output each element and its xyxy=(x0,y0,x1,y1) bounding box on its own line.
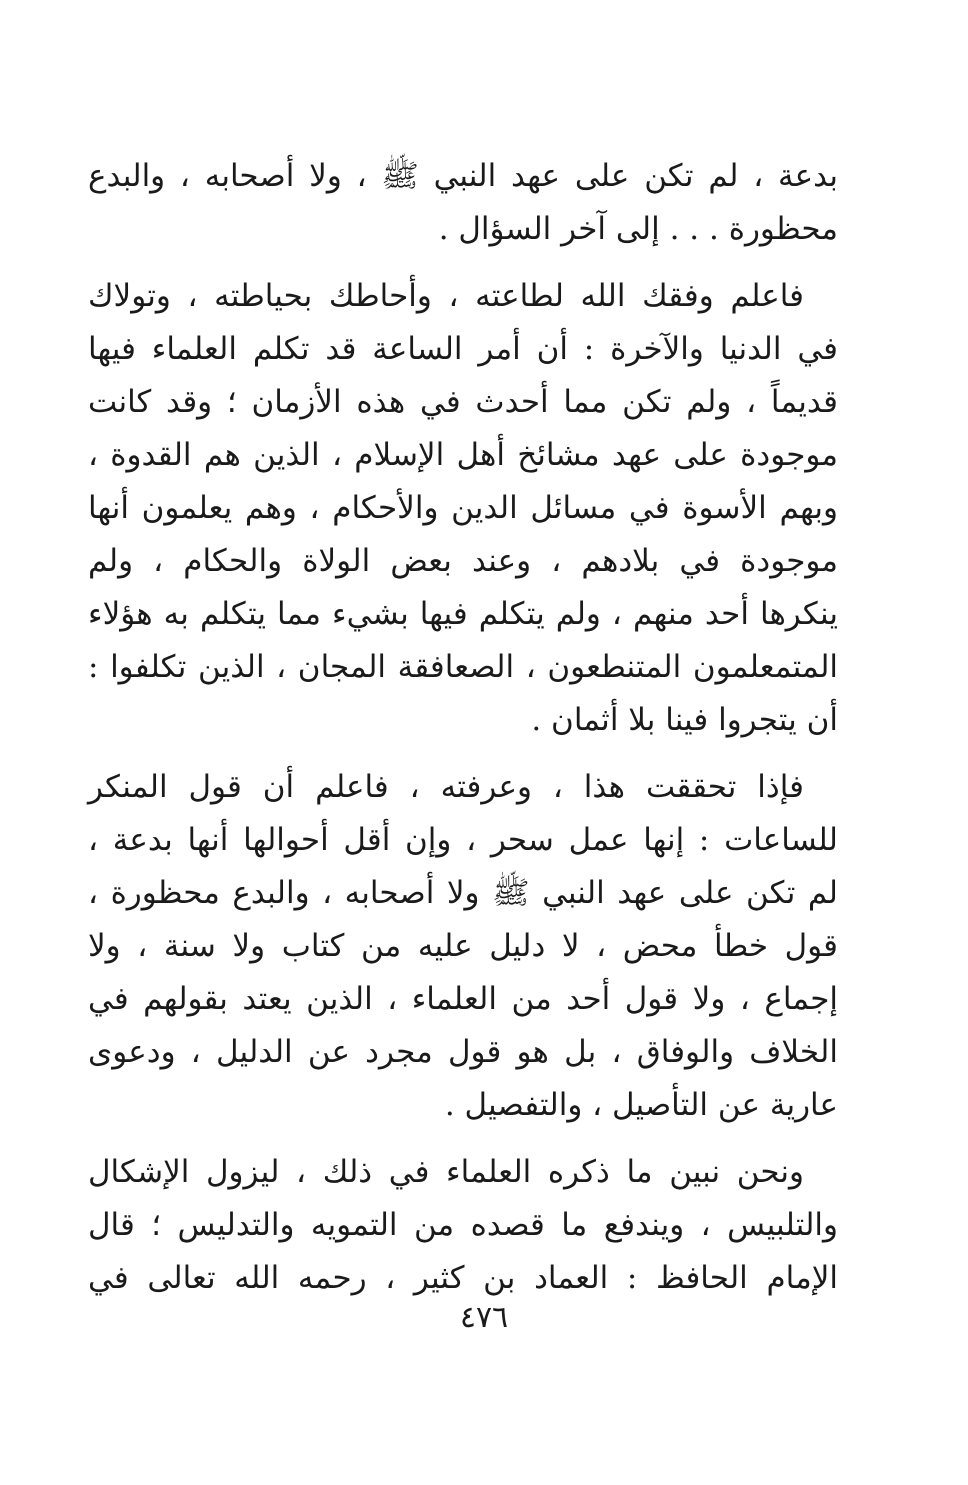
text-line: عارية عن التأصيل ، والتفصيل . xyxy=(444,1087,838,1123)
text-line: المتمعلمون المتنطعون ، الصعافقة المجان ، الذين تكلفوا : xyxy=(88,649,838,685)
paragraph-1 xyxy=(88,150,838,256)
paragraph-3 xyxy=(88,761,838,1132)
text-line: ينكرها أحد منهم ، ولم يتكلم فيها بشيء مما يتكلم به هؤلاء xyxy=(88,596,838,632)
text-line: الخلاف والوفاق ، بل هو قول مجرد عن الدليل ، ودعوى xyxy=(88,1034,838,1070)
text-line: أن يتجروا فينا بلا أثمان . xyxy=(531,702,838,738)
text-line: للساعات : إنها عمل سحر ، وإن أقل أحوالها أنها بدعة ، xyxy=(88,822,838,858)
text-line: بدعة ، لم تكن على عهد النبي ﷺ ، ولا أصحابه ، والبدع xyxy=(88,158,838,194)
paragraph-4 xyxy=(88,1146,838,1305)
text-line: الإمام الحافظ : العماد بن كثير ، رحمه الله تعالى في xyxy=(88,1260,838,1296)
text-line: فإذا تحققت هذا ، وعرفته ، فاعلم أن قول المنكر xyxy=(88,769,804,805)
text-line: ونحن نبين ما ذكره العلماء في ذلك ، ليزول الإشكال xyxy=(88,1154,804,1190)
text-line: لم تكن على عهد النبي ﷺ ولا أصحابه ، والبدع محظورة ، xyxy=(88,875,838,911)
text-line: في الدنيا والآخرة : أن أمر الساعة قد تكلم العلماء فيها xyxy=(88,331,838,367)
page-number: ٤٧٦ xyxy=(459,1300,509,1335)
text-line: موجودة في بلادهم ، وعند بعض الولاة والحكام ، ولم xyxy=(88,543,838,579)
text-line: والتلبيس ، ويندفع ما قصده من التمويه والتدليس ؛ قال xyxy=(88,1207,838,1243)
text-line: قول خطأ محض ، لا دليل عليه من كتاب ولا سنة ، ولا xyxy=(88,928,838,964)
text-line: قديماً ، ولم تكن مما أحدث في هذه الأزمان ؛ وقد كانت xyxy=(88,384,838,420)
text-line: محظورة . . . إلى آخر السؤال . xyxy=(438,211,838,247)
paragraph-2 xyxy=(88,270,838,747)
text-line: موجودة على عهد مشائخ أهل الإسلام ، الذين هم القدوة ، xyxy=(88,437,838,473)
text-line: وبهم الأسوة في مسائل الدين والأحكام ، وهم يعلمون أنها xyxy=(88,490,838,526)
text-line: فاعلم وفقك الله لطاعته ، وأحاطك بحياطته ، وتولاك xyxy=(88,278,804,314)
text-line: إجماع ، ولا قول أحد من العلماء ، الذين يعتد بقولهم في xyxy=(88,981,838,1017)
page-body-text xyxy=(88,150,838,1319)
